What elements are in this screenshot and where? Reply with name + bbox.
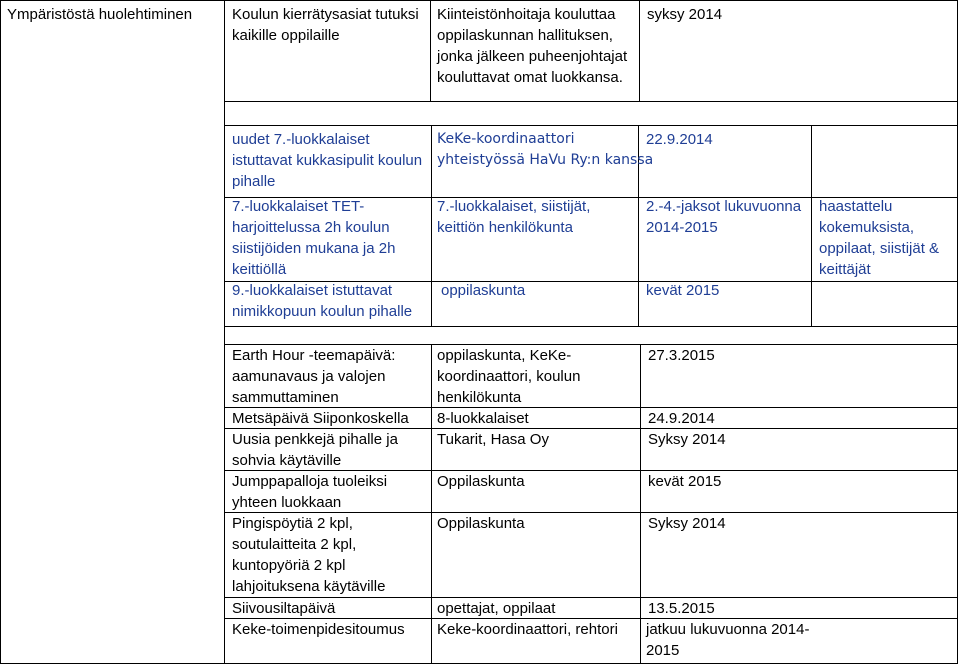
cell-line: yhteen luokkaan — [232, 494, 342, 511]
cell-line: soutulaitteita 2 kpl, — [232, 536, 357, 553]
goal-cell — [232, 4, 419, 46]
cell-line: 2.-4.-jaksot lukuvuonna — [646, 198, 802, 215]
cell-line: opettajat, oppilaat — [437, 600, 556, 617]
cell-line: Kiinteistönhoitaja kouluttaa — [437, 6, 616, 23]
activity-cell — [232, 513, 385, 597]
cell-line: Pingispöytiä 2 kpl, — [232, 515, 353, 532]
cell-line: pihalle — [232, 173, 276, 190]
activity-cell — [232, 196, 395, 280]
cell-line: jatkuu lukuvuonna 2014- — [646, 621, 810, 638]
cell-line: 8-luokkalaiset — [437, 410, 529, 427]
responsible-cell — [441, 280, 525, 301]
responsible-cell — [437, 345, 580, 408]
cell-line: jonka jälkeen puheenjohtajat — [437, 48, 628, 65]
cell-line: Keke-toimenpidesitoumus — [232, 621, 405, 638]
column-divider — [431, 125, 432, 326]
cell-line: keittiön henkilökunta — [437, 219, 573, 236]
responsible-cell — [437, 196, 590, 238]
cell-line: kokemuksista, — [819, 219, 915, 236]
cell-line: yhteistyössä HaVu Ry:n kanssa — [437, 152, 654, 168]
cell-line: 2015 — [646, 642, 680, 659]
date-cell — [648, 429, 726, 450]
cell-line: oppilaat, siistijät & — [819, 240, 940, 257]
cell-line: kevät 2015 — [648, 473, 722, 490]
cell-line: nimikkopuun koulun pihalle — [232, 303, 413, 320]
cell-line: oppilaskunnan hallituksen, — [437, 27, 613, 44]
cell-line: Koulun kierrätysasiat tutuksi — [232, 6, 419, 23]
date-cell — [648, 513, 726, 534]
column-divider — [640, 344, 641, 664]
date-cell — [646, 129, 713, 150]
cell-line: Syksy 2014 — [648, 431, 726, 448]
cell-line: harjoittelussa 2h koulun — [232, 219, 390, 236]
column-divider — [430, 0, 431, 101]
date-cell — [646, 280, 719, 301]
method-cell — [437, 4, 627, 88]
cell-line: haastattelu — [819, 198, 893, 215]
cell-line: kuntopyöriä 2 kpl — [232, 557, 346, 574]
cell-line: 22.9.2014 — [646, 131, 713, 148]
evaluation-cell — [819, 196, 939, 280]
cell-line: 7.-luokkalaiset, siistijät, — [437, 198, 591, 215]
cell-line: 13.5.2015 — [648, 600, 715, 617]
column-divider — [431, 344, 432, 664]
cell-line: oppilaskunta, KeKe- — [437, 347, 572, 364]
activity-cell — [232, 471, 387, 513]
cell-line: 2014-2015 — [646, 219, 718, 236]
cell-line: kouluttavat omat luokkansa. — [437, 69, 623, 86]
row-divider — [224, 125, 958, 126]
responsible-cell — [437, 513, 525, 534]
cell-line: KeKe-koordinaattori — [437, 131, 575, 147]
date-cell — [646, 619, 809, 661]
cell-line: Earth Hour -teemapäivä: — [232, 347, 396, 364]
activity-cell — [232, 345, 395, 408]
cell-line: Syksy 2014 — [648, 515, 726, 532]
responsible-cell — [437, 129, 653, 171]
schedule-cell — [647, 4, 722, 25]
cell-line: 7.-luokkalaiset TET- — [232, 198, 365, 215]
cell-line: lahjoituksena käytäville — [232, 578, 386, 595]
cell-line: keittiöllä — [232, 261, 287, 278]
cell-line: Jumppapalloja tuoleiksi — [232, 473, 388, 490]
cell-line: Keke-koordinaattori, rehtori — [437, 621, 618, 638]
cell-line: 24.9.2014 — [648, 410, 715, 427]
table-border-left — [0, 0, 1, 664]
activity-cell — [232, 129, 422, 192]
column-divider — [639, 0, 640, 101]
activity-cell — [232, 408, 409, 429]
cell-line: Siivousiltapäivä — [232, 600, 336, 617]
theme-cell — [7, 4, 192, 25]
row-divider — [224, 326, 958, 327]
cell-line: siistijöiden mukana ja 2h — [232, 240, 396, 257]
cell-line: Oppilaskunta — [437, 473, 525, 490]
responsible-cell — [437, 619, 618, 640]
date-cell — [648, 471, 721, 492]
table-border-right — [957, 0, 958, 664]
cell-line: uudet 7.-luokkalaiset — [232, 131, 370, 148]
cell-line: kevät 2015 — [646, 282, 720, 299]
cell-line: istuttavat kukkasipulit koulun — [232, 152, 423, 169]
date-cell — [648, 598, 715, 619]
cell-line: 9.-luokkalaiset istuttavat — [232, 282, 393, 299]
cell-line: sammuttaminen — [232, 389, 339, 406]
cell-line: koordinaattori, koulun — [437, 368, 581, 385]
cell-line: 27.3.2015 — [648, 347, 715, 364]
activity-cell — [232, 429, 398, 471]
cell-line: keittäjät — [819, 261, 871, 278]
cell-line: Oppilaskunta — [437, 515, 525, 532]
responsible-cell — [437, 429, 549, 450]
date-cell — [646, 196, 801, 238]
activity-cell — [232, 280, 412, 322]
column-divider — [224, 0, 225, 664]
cell-line: Metsäpäivä Siiponkoskella — [232, 410, 409, 427]
row-divider — [224, 101, 958, 102]
responsible-cell — [437, 598, 555, 619]
date-cell — [648, 345, 715, 366]
responsible-cell — [437, 408, 529, 429]
activity-cell — [232, 598, 335, 619]
responsible-cell — [437, 471, 525, 492]
cell-line: kaikille oppilaille — [232, 27, 340, 44]
cell-line: syksy 2014 — [647, 6, 723, 23]
cell-line: Uusia penkkejä pihalle ja — [232, 431, 398, 448]
cell-line: oppilaskunta — [441, 282, 526, 299]
cell-line: sohvia käytäville — [232, 452, 342, 469]
cell-line: Tukarit, Hasa Oy — [437, 431, 549, 448]
cell-line: aamunavaus ja valojen — [232, 368, 386, 385]
cell-line: henkilökunta — [437, 389, 522, 406]
activity-cell — [232, 619, 405, 640]
column-divider — [811, 125, 812, 326]
table-border-top — [0, 0, 958, 1]
date-cell — [648, 408, 715, 429]
theme-label: Ympäristöstä huolehtiminen — [7, 6, 193, 23]
